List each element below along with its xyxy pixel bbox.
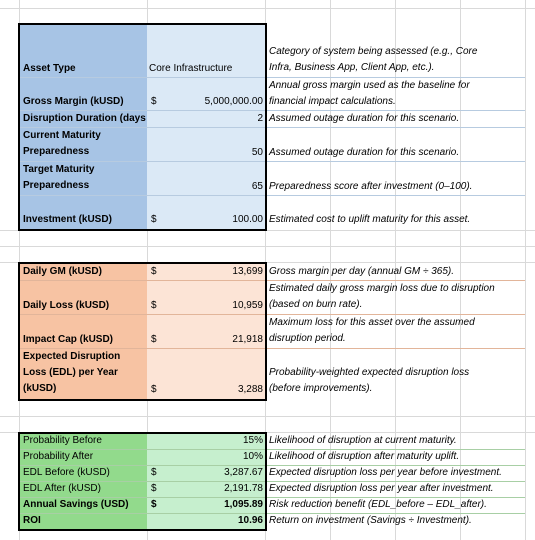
gross-margin-description: Annual gross margin used as the baseline for financial impact calculations. [269, 80, 470, 107]
edl-before-value[interactable]: 3,287.67 [224, 467, 263, 478]
annual-savings-value[interactable]: 1,095.89 [224, 499, 263, 510]
gross-margin-currency: $ [151, 96, 157, 107]
disruption-duration-description: Assumed outage duration for this scenario. [269, 113, 460, 124]
asset-type-description: Category of system being assessed (e.g., Core Infra, Business App, Client App, etc.). [269, 46, 478, 73]
gross-margin-label: Gross Margin (kUSD) [23, 96, 124, 107]
edl-after-value[interactable]: 2,191.78 [224, 483, 263, 494]
disruption-duration-value[interactable]: 2 [257, 113, 263, 124]
gross-margin-value[interactable]: 5,000,000.00 [204, 96, 263, 107]
annual-savings-currency: $ [151, 499, 157, 510]
daily-loss-description: Estimated daily gross margin loss due to disruption (based on burn rate). [269, 283, 495, 310]
prob-before-description: Likelihood of disruption at current maturity. [269, 435, 457, 446]
edl-after-description: Expected disruption loss per year after investment. [269, 483, 494, 494]
prob-after-label: Probability After [23, 451, 94, 462]
edl-description: Probability-weighted expected disruption loss (before improvements). [269, 367, 470, 394]
edl-currency: $ [151, 384, 157, 395]
investment-label: Investment (kUSD) [23, 214, 112, 225]
edl-after-label: EDL After (kUSD) [23, 483, 101, 494]
daily-gm-description: Gross margin per day (annual GM ÷ 365). [269, 266, 455, 277]
investment-description: Estimated cost to uplift maturity for this asset. [269, 214, 471, 225]
target-maturity-label: Target Maturity Preparedness [23, 164, 95, 191]
roi-value[interactable]: 10.96 [237, 515, 263, 526]
prob-after-description: Likelihood of disruption after maturity uplift. [269, 451, 460, 462]
edl-label: Expected Disruption Loss (EDL) per Year (kUSD) [23, 351, 121, 394]
daily-gm-value[interactable]: 13,699 [232, 266, 263, 277]
prob-after-value[interactable]: 10% [242, 451, 263, 462]
daily-loss-label: Daily Loss (kUSD) [23, 300, 110, 311]
current-maturity-description: Assumed outage duration for this scenario. [269, 147, 460, 158]
target-maturity-value[interactable]: 65 [251, 181, 263, 192]
impact-cap-currency: $ [151, 334, 157, 345]
prob-before-value[interactable]: 15% [242, 435, 263, 446]
daily-loss-currency: $ [151, 300, 157, 311]
impact-cap-label: Impact Cap (kUSD) [23, 334, 114, 345]
prob-before-label: Probability Before [23, 435, 102, 446]
current-maturity-label: Current Maturity Preparedness [23, 130, 101, 157]
daily-gm-label: Daily GM (kUSD) [23, 266, 102, 277]
annual-savings-description: Risk reduction benefit (EDL_before – EDL_after). [269, 499, 487, 510]
investment-currency: $ [151, 214, 157, 225]
current-maturity-value[interactable]: 50 [251, 147, 263, 158]
target-maturity-description: Preparedness score after investment (0–100). [269, 181, 473, 192]
impact-cap-description: Maximum loss for this asset over the assumed disruption period. [269, 317, 475, 344]
edl-after-currency: $ [151, 483, 157, 494]
edl-before-label: EDL Before (kUSD) [23, 467, 110, 478]
impact-cap-value[interactable]: 21,918 [232, 334, 263, 345]
edl-before-description: Expected disruption loss per year before investment. [269, 467, 502, 478]
roi-description: Return on investment (Savings ÷ Investment). [269, 515, 472, 526]
edl-before-currency: $ [151, 467, 157, 478]
edl-value[interactable]: 3,288 [237, 384, 263, 395]
daily-loss-value[interactable]: 10,959 [232, 300, 263, 311]
daily-gm-currency: $ [151, 266, 157, 277]
roi-label: ROI [23, 515, 41, 526]
asset-type-label: Asset Type [23, 63, 76, 74]
annual-savings-label: Annual Savings (USD) [23, 499, 129, 510]
disruption-duration-label: Disruption Duration (days [23, 113, 146, 124]
investment-value[interactable]: 100.00 [232, 214, 263, 225]
asset-type-value[interactable]: Core Infrastructure [149, 63, 233, 74]
